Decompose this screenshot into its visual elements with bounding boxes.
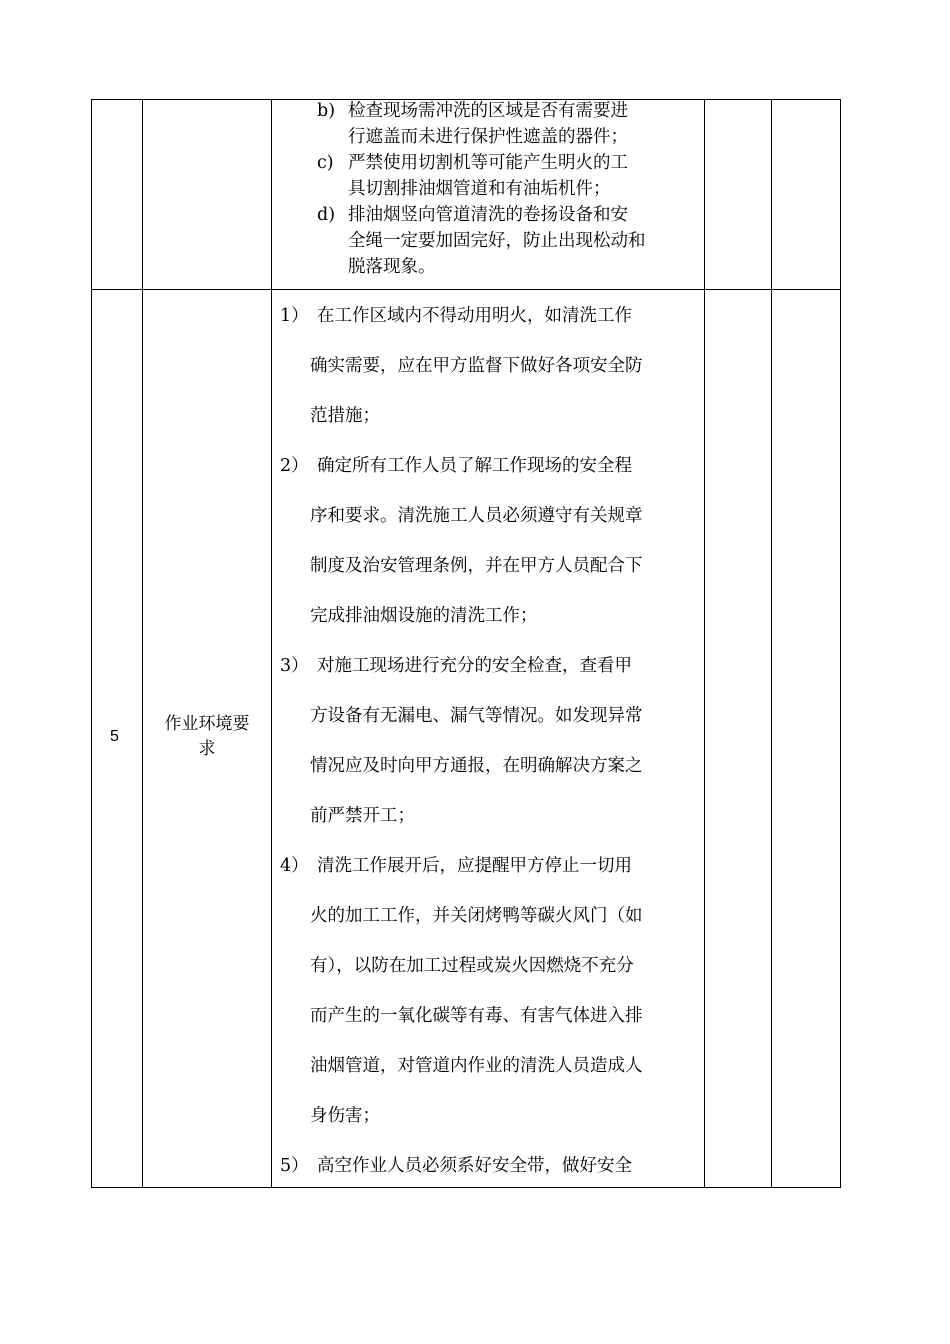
list-item-line: 确实需要，应在甲方监督下做好各项安全防 [310, 356, 643, 376]
list-item-line: 在工作区域内不得动用明火，如清洗工作 [317, 306, 632, 326]
row-title-line: 作业环境要 [164, 714, 250, 734]
list-item-line: 高空作业人员必须系好安全带，做好安全 [317, 1156, 632, 1176]
list-item-line: 全绳一定要加固完好，防止出现松动和 [348, 231, 646, 251]
list-marker: 1） [280, 306, 309, 326]
list-item-line: 脱落现象。 [348, 257, 436, 277]
list-item-line: 前严禁开工； [310, 806, 415, 826]
list-marker: 5） [280, 1156, 309, 1176]
list-item-line: 清洗工作展开后，应提醒甲方停止一切用 [317, 856, 632, 876]
list-item-line: 身伤害； [310, 1106, 380, 1126]
column-divider [271, 100, 272, 1187]
list-marker: 4） [280, 856, 309, 876]
list-item-line: 确定所有工作人员了解工作现场的安全程 [317, 456, 632, 476]
list-item-line: 火的加工工作，并关闭烤鸭等碳火风门（如 [310, 906, 643, 926]
column-divider [704, 100, 705, 1187]
list-item-line: 方设备有无漏电、漏气等情况。如发现异常 [310, 706, 643, 726]
list-item-line: 完成排油烟设施的清洗工作； [310, 606, 538, 626]
list-item-line: 排油烟竖向管道清洗的卷扬设备和安 [348, 205, 628, 225]
list-marker: 3） [280, 656, 309, 676]
list-item-line: 范措施； [310, 406, 380, 426]
row-title-line: 求 [198, 739, 216, 759]
list-item-line: 严禁使用切割机等可能产生明火的工 [348, 153, 628, 173]
list-item-line: 行遮盖而未进行保护性遮盖的器件； [348, 127, 628, 147]
column-divider [142, 100, 143, 1187]
list-item-line: 序和要求。清洗施工人员必须遵守有关规章 [310, 506, 643, 526]
list-item-line: 具切割排油烟管道和有油垢机件； [348, 179, 611, 199]
list-item-line: 检查现场需冲洗的区域是否有需要进 [348, 101, 628, 121]
row-title [143, 712, 271, 762]
list-item-line: 制度及治安管理条例，并在甲方人员配合下 [310, 556, 643, 576]
list-item-line: 对施工现场进行充分的安全检查，查看甲 [317, 656, 632, 676]
column-divider [771, 100, 772, 1187]
row-number: 5 [110, 728, 119, 745]
requirements-table [91, 99, 841, 1188]
row-divider [92, 289, 840, 290]
list-marker: b) [317, 101, 336, 121]
list-item-line: 油烟管道，对管道内作业的清洗人员造成人 [310, 1056, 643, 1076]
list-marker: c) [317, 153, 334, 173]
list-item-line: 而产生的一氧化碳等有毒、有害气体进入排 [310, 1006, 643, 1026]
list-marker: 2） [280, 456, 309, 476]
list-item-line: 有），以防在加工过程或炭火因燃烧不充分 [310, 956, 634, 976]
list-item-line: 情况应及时向甲方通报，在明确解决方案之 [310, 756, 643, 776]
list-marker: d) [317, 205, 336, 225]
